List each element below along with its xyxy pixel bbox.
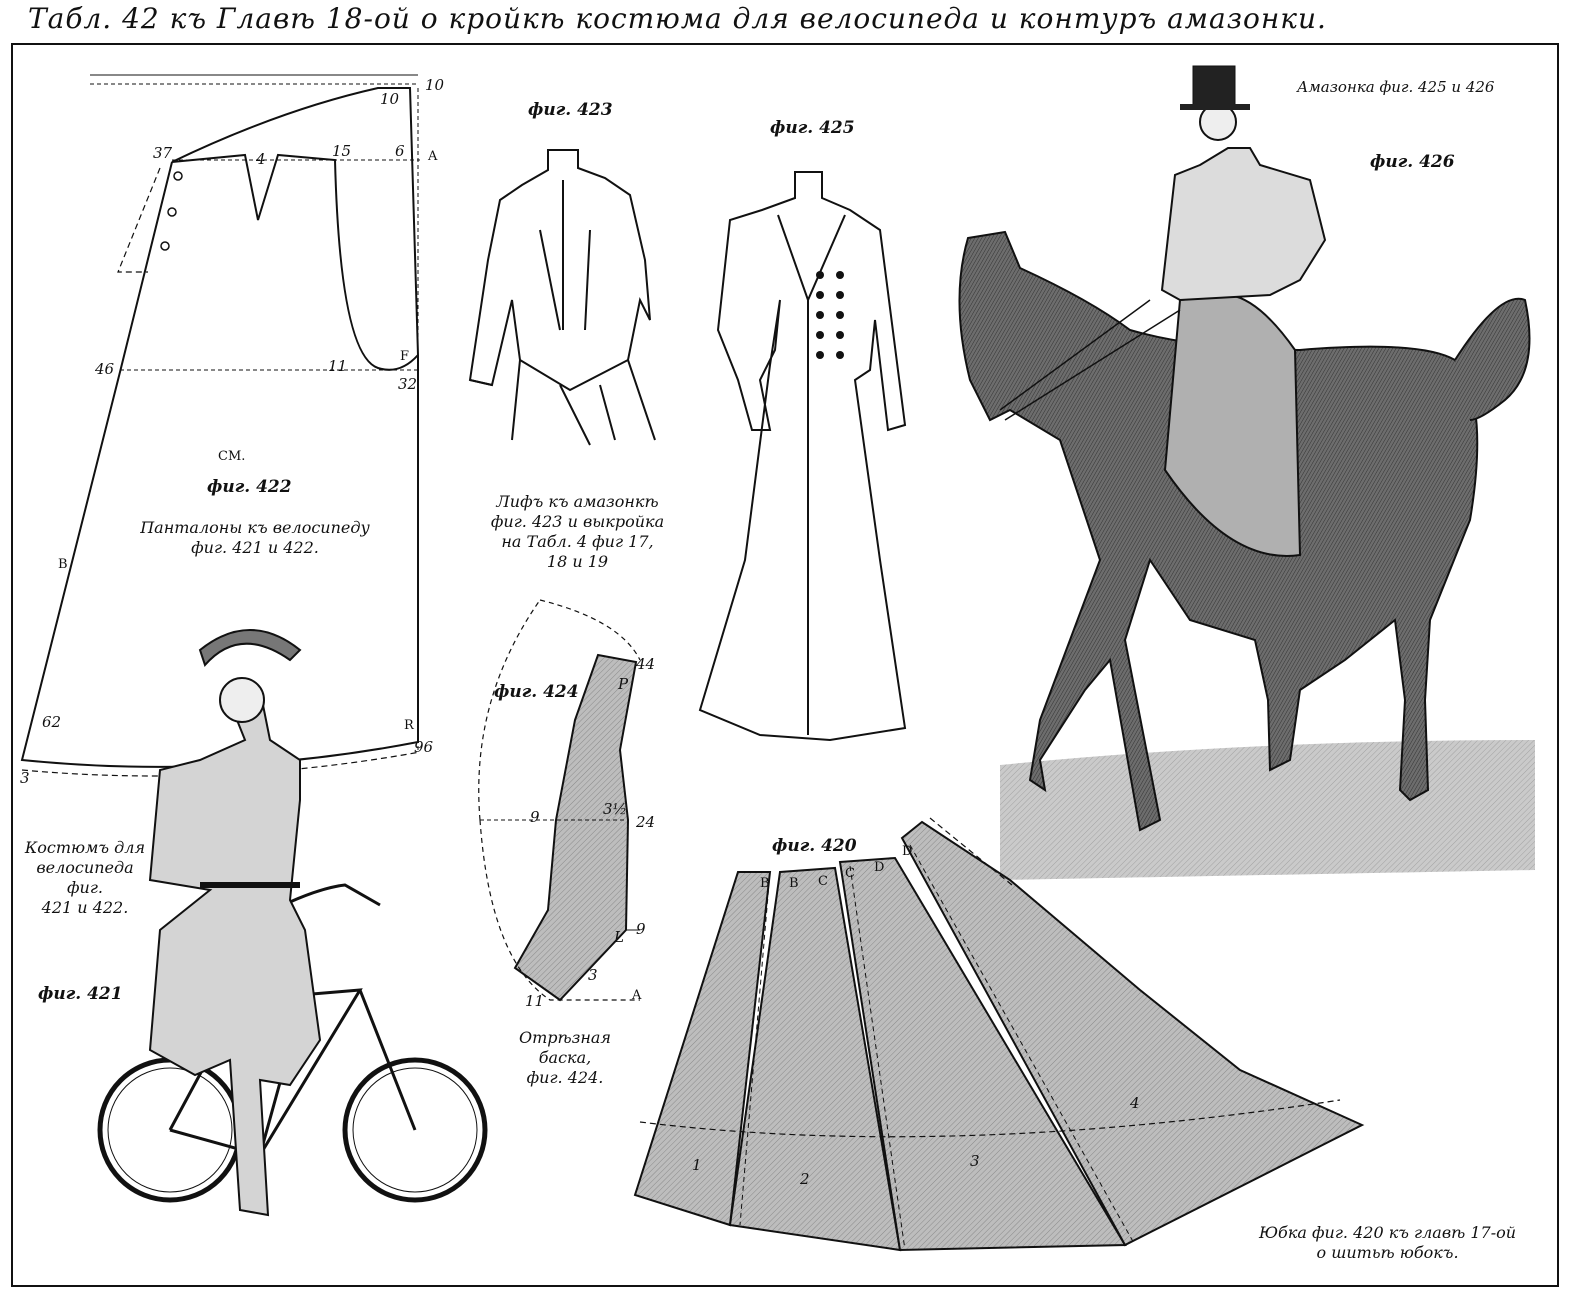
fig422-point-label: 46 — [95, 360, 115, 378]
plate-title: Табл. 42 къ Главѣ 18-ой о кройкѣ костюма для велосипеда и контуръ амазонки. — [28, 2, 1327, 35]
fig422-point-label: 32 — [398, 375, 418, 393]
fig423-caption-line: 18 и 19 — [546, 552, 609, 571]
fig420-title: фиг. 420 — [772, 836, 857, 856]
fig421-caption-line: велосипеда фиг. — [36, 858, 134, 897]
fig420-caption-line: о шитьѣ юбокъ. — [1316, 1243, 1459, 1262]
fig422-caption — [130, 518, 380, 558]
fig422-point-label: 4 — [256, 150, 266, 168]
fig426-title: фиг. 426 — [1370, 152, 1455, 172]
fig420-panel-number: 4 — [1130, 1094, 1140, 1112]
fig422-point-label: 3 — [20, 769, 30, 787]
fig422-caption-line: фиг. 421 и 422. — [191, 538, 319, 557]
fig424-point-label: 9 — [636, 920, 646, 938]
fig423-title: фиг. 423 — [528, 100, 613, 120]
fig424-point-label: 3 — [588, 966, 598, 984]
fig424-title: фиг. 424 — [494, 682, 579, 702]
fig423-caption-line: на Табл. 4 фиг 17, — [501, 532, 654, 551]
fig424-caption-line: Отрѣзная баска, — [518, 1028, 612, 1067]
fig420-seam-letter: B — [789, 876, 799, 891]
fig422-point-label: 15 — [332, 142, 352, 160]
fig420-panel-number: 1 — [692, 1156, 702, 1174]
fig420-caption-line: Юбка фиг. 420 къ главѣ 17-ой — [1258, 1223, 1517, 1242]
fig421-cyclist-illustration — [100, 630, 485, 1215]
fig424-point-label: 11 — [525, 992, 545, 1010]
fig424-point-label: 3½ — [603, 800, 628, 818]
fig423-caption — [470, 492, 685, 572]
fig422-point-label: 96 — [414, 738, 434, 756]
fig421-title: фиг. 421 — [38, 984, 123, 1004]
fig421-caption-line: 421 и 422. — [41, 898, 129, 917]
fig422-point-label: 6 — [395, 142, 405, 160]
fig422-point-label: A — [428, 149, 438, 164]
fig423-bodice-illustration — [470, 150, 655, 445]
fig420-seam-letter: C — [818, 874, 828, 889]
fig422-point-label: B — [58, 557, 68, 572]
fig422-point-label: 37 — [153, 144, 173, 162]
fig424-caption — [495, 1028, 635, 1088]
fig424-point-label: P — [618, 675, 629, 693]
fig424-point-label: 9 — [530, 808, 540, 826]
fig420-panel-number: 3 — [970, 1152, 980, 1170]
fig424-point-label: 24 — [636, 813, 656, 831]
fig425-habit-illustration — [700, 172, 905, 740]
fig422-caption-line: Панталоны къ велосипеду — [140, 518, 370, 537]
fig424-point-label: L — [614, 928, 624, 946]
fig420-seam-letter: B — [760, 876, 770, 891]
fig426-caption: Амазонка фиг. 425 и 426 — [1297, 78, 1495, 96]
fig422-point-label: R — [404, 718, 414, 733]
fig422-point-label: 10 — [380, 90, 400, 108]
fig422-unit-label: CM. — [218, 449, 246, 464]
fig420-seam-letter: D — [874, 860, 885, 875]
fig424-point-label: A — [632, 988, 642, 1003]
fig420-panel-number: 2 — [800, 1170, 810, 1188]
fig421-caption — [20, 838, 150, 918]
fig423-caption-line: Лифъ къ амазонкѣ — [496, 492, 659, 511]
fig420-caption — [1255, 1223, 1520, 1263]
fig423-caption-line: фиг. 423 и выкройка — [490, 512, 665, 531]
fig422-pattern — [22, 75, 420, 776]
fig426-horse-illustration — [959, 66, 1535, 880]
fig422-point-label: 10 — [425, 76, 445, 94]
fig420-seam-letter: C — [845, 866, 855, 881]
fig424-caption-line: фиг. 424. — [526, 1068, 604, 1087]
fig422-point-label: 11 — [328, 357, 348, 375]
fig421-caption-line: Костюмъ для — [24, 838, 146, 857]
fig422-title: фиг. 422 — [207, 477, 292, 497]
fig422-point-label: 62 — [42, 713, 62, 731]
fig420-seam-letter: D — [902, 844, 913, 859]
fig422-point-label: F — [400, 349, 410, 364]
fig425-title: фиг. 425 — [770, 118, 855, 138]
fig424-point-label: 44 — [636, 655, 656, 673]
fig420-skirt-pattern — [635, 818, 1362, 1250]
